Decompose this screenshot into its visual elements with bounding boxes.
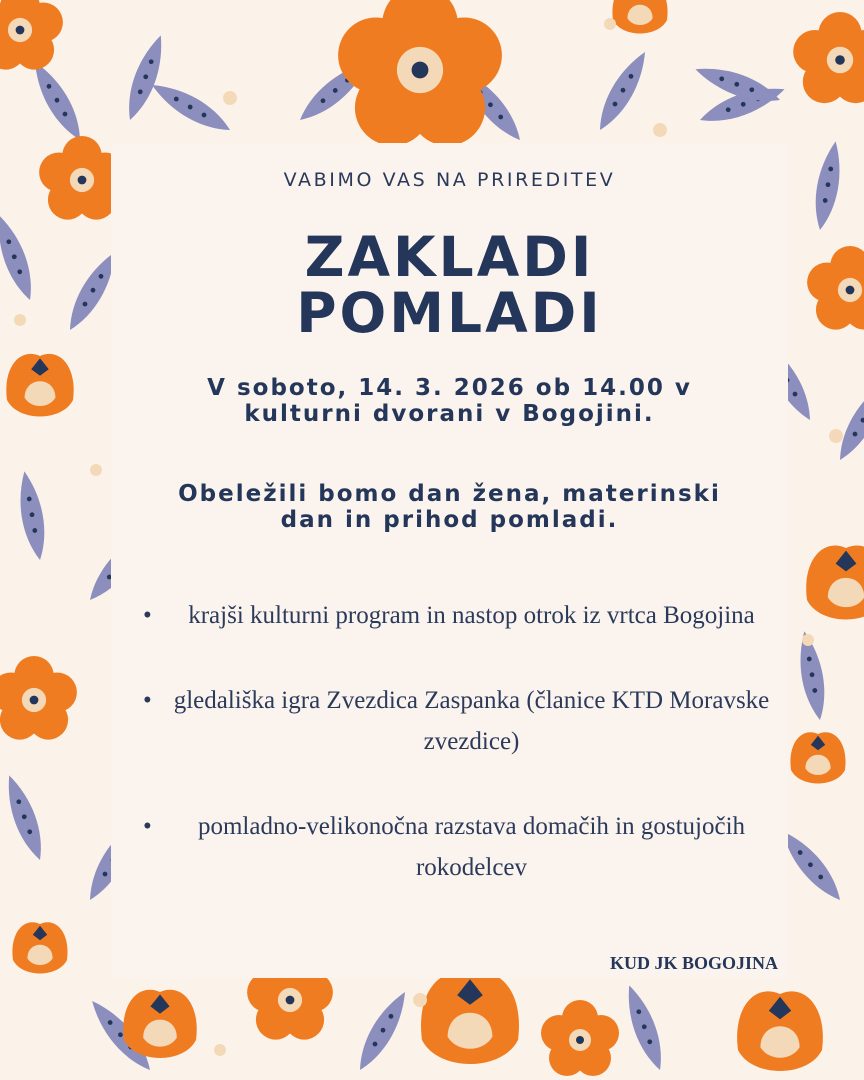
organizer-name: KUD JK BOGOJINA [609, 953, 778, 973]
event-title [111, 225, 788, 345]
program-item-text: gledališka igra Zvezdica Zaspanka (članice KTD Moravske zvezdice) [173, 687, 770, 755]
event-title-line-2: POMLADI [296, 281, 603, 345]
program-item-text: krajši kulturni program in nastop otrok iz vrtca Bogojina [188, 602, 755, 629]
event-date-location: V soboto, 14. 3. 2026 ob 14.00 v kulturni dvorani v Bogojini. [207, 375, 692, 427]
program-item-text: pomladno-velikonočna razstava domačih in gostujočih rokodelcev [197, 813, 746, 881]
event-description: Obeležili bomo dan žena, materinski dan in prihod pomladi. [178, 481, 721, 533]
event-title-line-1: ZAKLADI [304, 225, 595, 289]
bullet-icon: • [143, 813, 152, 840]
invitation-subtitle: VABIMO VAS NA PRIREDITEV [283, 169, 616, 191]
program-item [131, 806, 772, 888]
program-list [131, 595, 772, 932]
program-item [131, 680, 772, 762]
bullet-icon: • [143, 602, 152, 629]
program-item [131, 595, 772, 636]
bullet-icon: • [143, 687, 152, 714]
invitation-card [111, 143, 788, 978]
